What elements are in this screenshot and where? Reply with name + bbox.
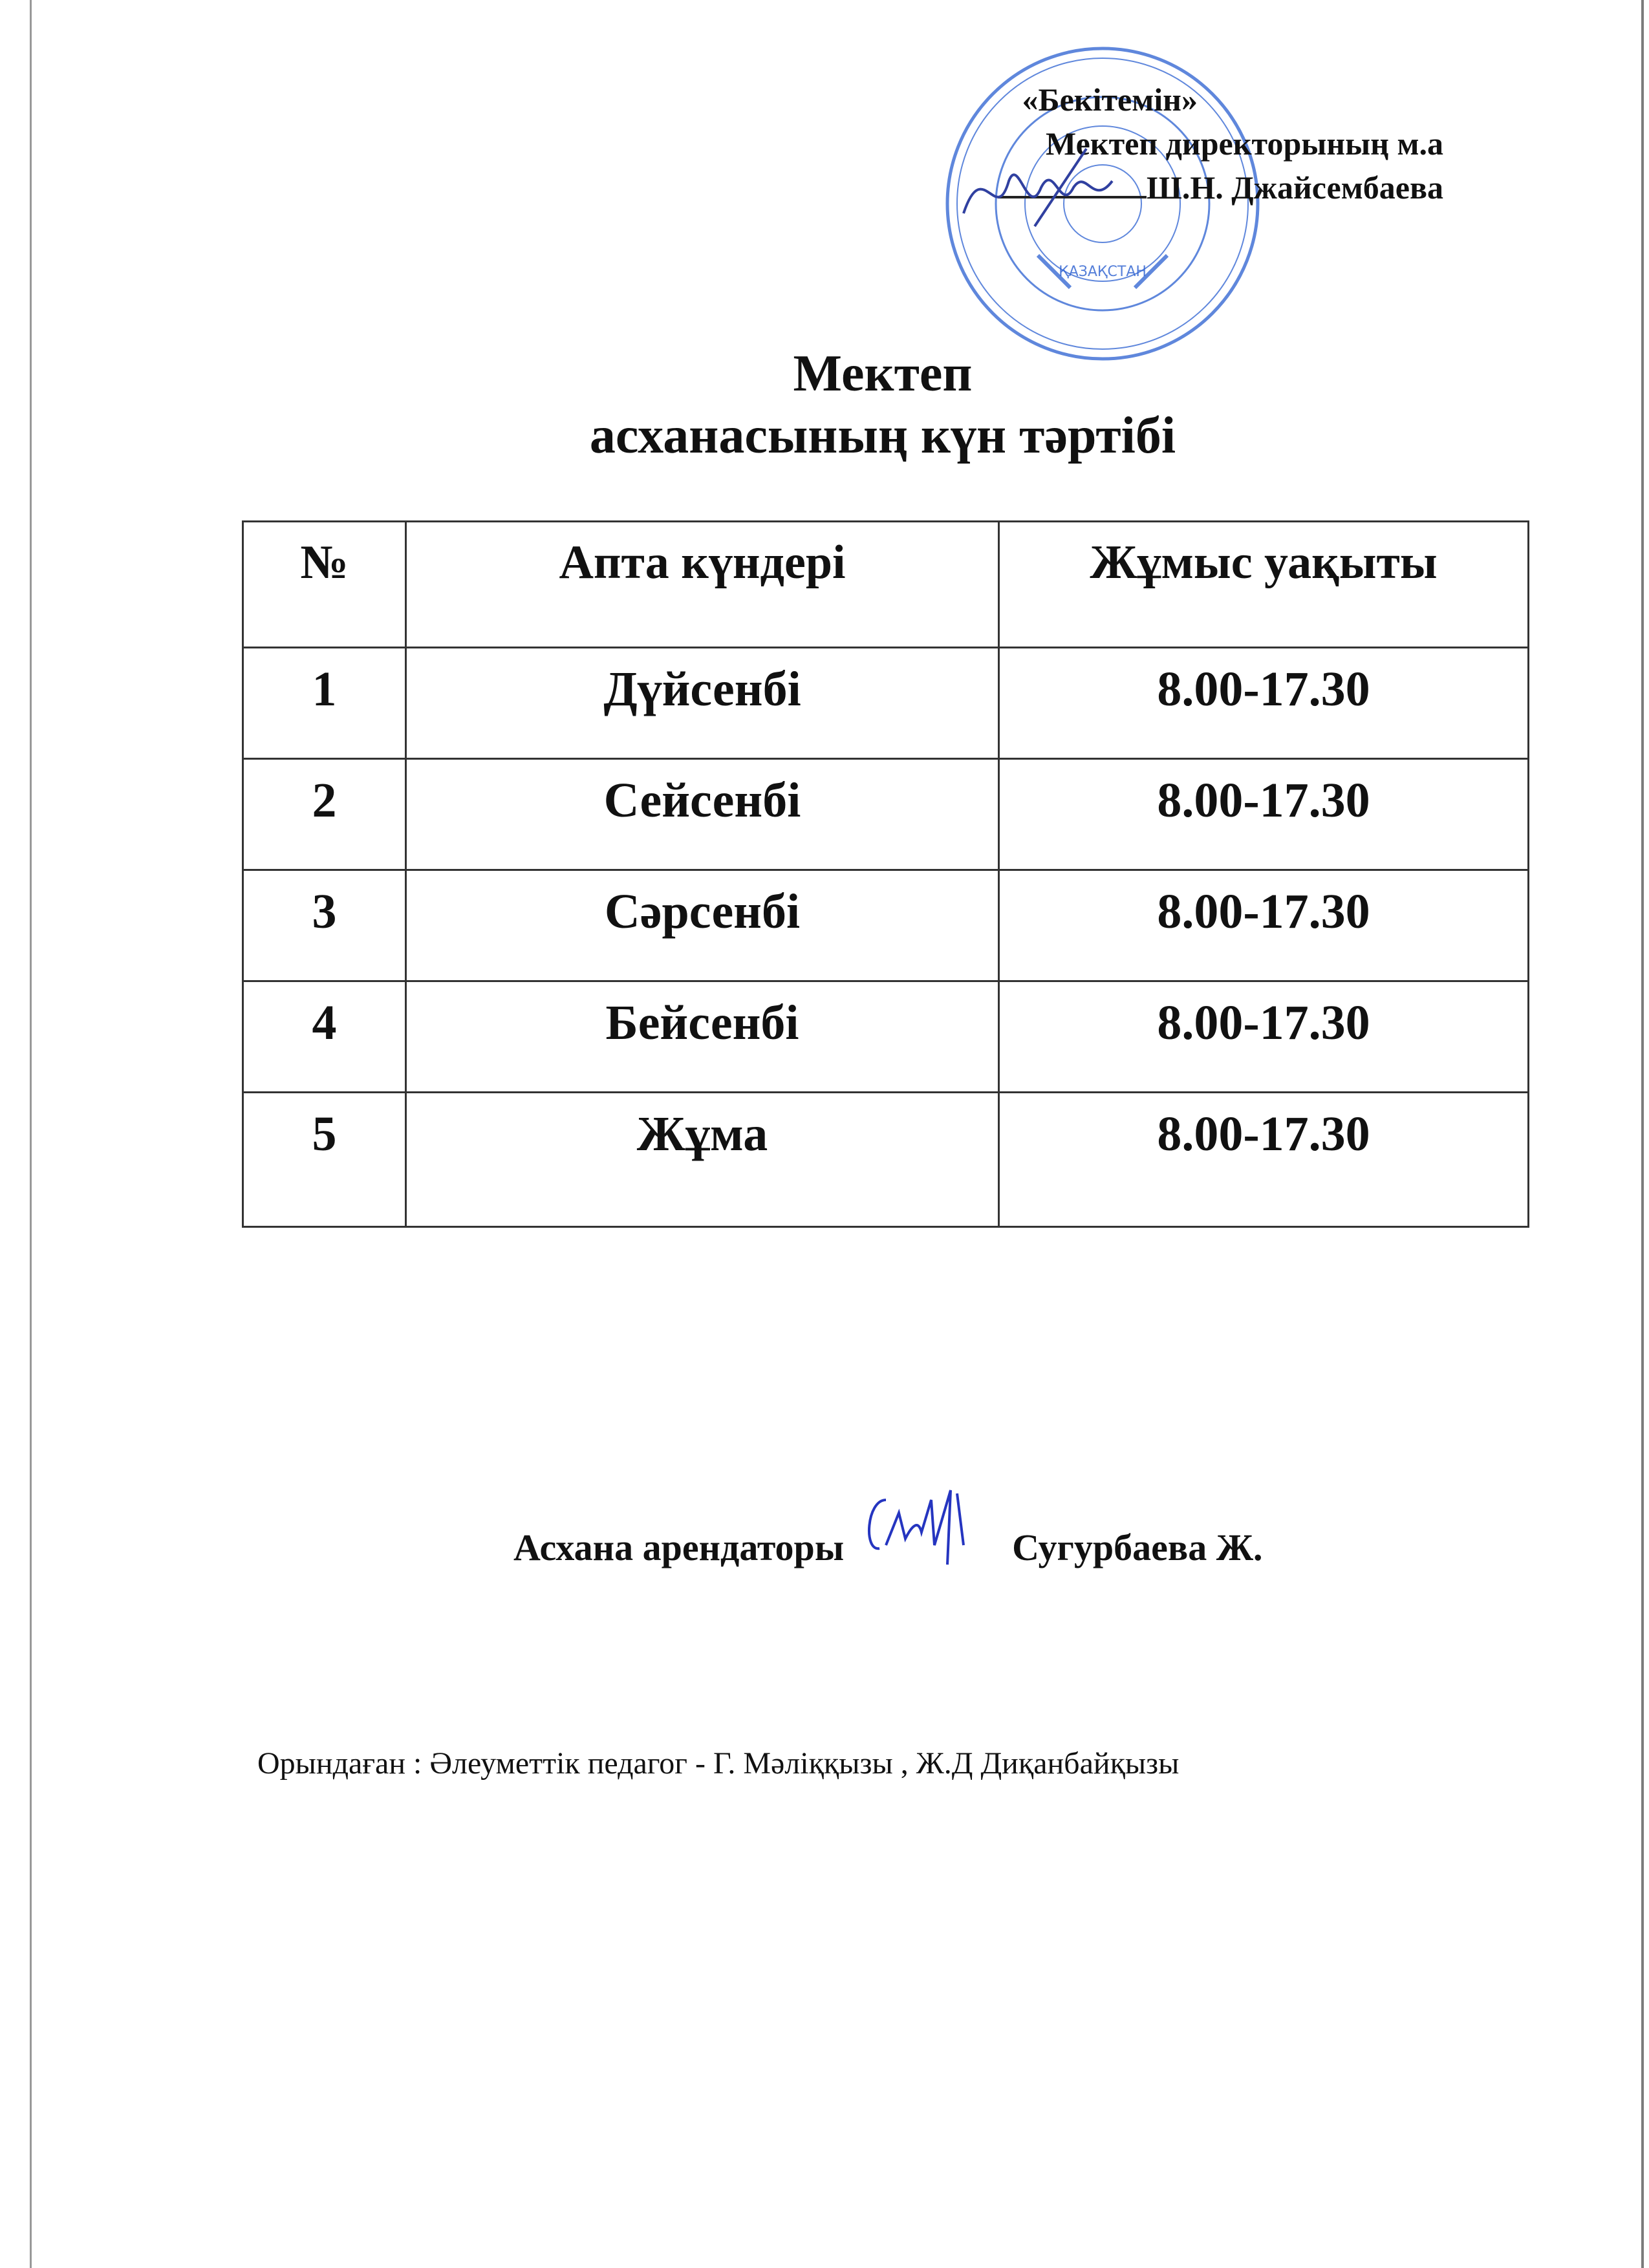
page-title bbox=[0, 343, 1649, 467]
row-hours: 8.00-17.30 bbox=[999, 648, 1529, 759]
scan-edge-left bbox=[30, 0, 32, 2268]
director-signature bbox=[957, 142, 1125, 233]
row-hours: 8.00-17.30 bbox=[999, 1093, 1529, 1227]
header-number: № bbox=[243, 522, 406, 648]
table-row bbox=[243, 759, 1529, 870]
row-hours: 8.00-17.30 bbox=[999, 870, 1529, 981]
approved-label: «Бекітемін» bbox=[1022, 81, 1198, 118]
title-line-1: Мектеп bbox=[793, 345, 973, 402]
schedule-table bbox=[242, 520, 1529, 1228]
scan-edge-right bbox=[1641, 0, 1644, 2268]
row-day: Дүйсенбі bbox=[406, 648, 999, 759]
tenant-signature bbox=[860, 1487, 989, 1571]
table-row bbox=[243, 981, 1529, 1093]
row-day: Сейсенбі bbox=[406, 759, 999, 870]
table-row bbox=[243, 648, 1529, 759]
table-row bbox=[243, 1093, 1529, 1227]
row-hours: 8.00-17.30 bbox=[999, 759, 1529, 870]
header-weekdays: Апта күндері bbox=[406, 522, 999, 648]
row-day: Жұма bbox=[406, 1093, 999, 1227]
svg-text:ҚАЗАҚСТАН: ҚАЗАҚСТАН bbox=[1059, 264, 1147, 280]
table-row bbox=[243, 870, 1529, 981]
row-number: 5 bbox=[243, 1093, 406, 1227]
row-number: 3 bbox=[243, 870, 406, 981]
table-header bbox=[243, 522, 1529, 648]
row-number: 2 bbox=[243, 759, 406, 870]
header-working-hours: Жұмыс уақыты bbox=[999, 522, 1529, 648]
tenant-name: Сугурбаева Ж. bbox=[1012, 1526, 1263, 1568]
approver-position: Мектеп директорының м.а bbox=[1046, 125, 1443, 162]
prepared-by: Орындаған : Әлеуметтік педагог - Г. Мәліққызы , Ж.Д Диқанбайқызы bbox=[257, 1746, 1180, 1781]
row-day: Сәрсенбі bbox=[406, 870, 999, 981]
row-hours: 8.00-17.30 bbox=[999, 981, 1529, 1093]
row-day: Бейсенбі bbox=[406, 981, 999, 1093]
tenant-label: Асхана арендаторы bbox=[513, 1526, 845, 1568]
approver-name: Ш.Н. Джайсембаева bbox=[1146, 169, 1443, 206]
row-number: 4 bbox=[243, 981, 406, 1093]
row-number: 1 bbox=[243, 648, 406, 759]
title-line-2: асханасының күн тәртібі bbox=[589, 407, 1176, 464]
